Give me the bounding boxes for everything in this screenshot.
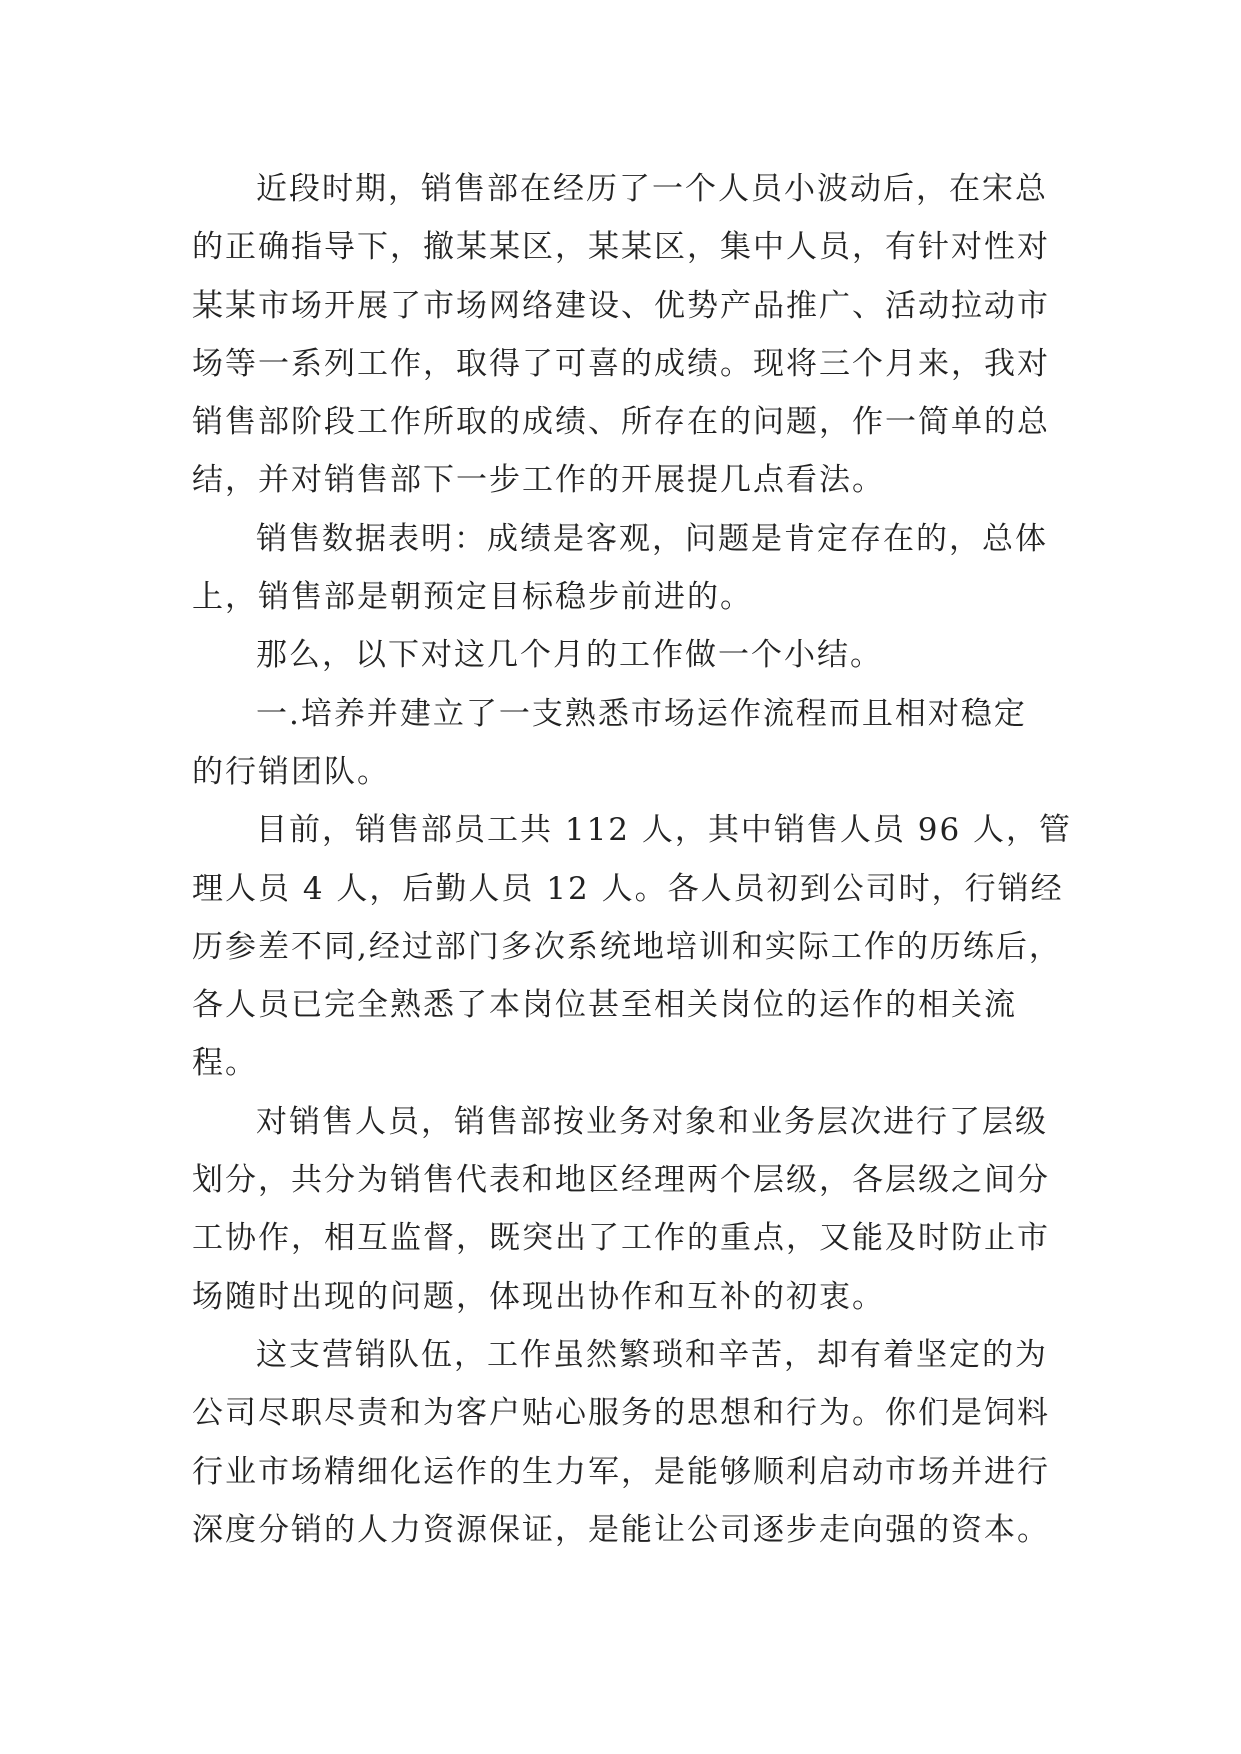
paragraph-first-line: 目前，销售部员工共 112 人，其中销售人员 96 人，管 xyxy=(256,812,1073,849)
paragraph-first-line: 一.培养并建立了一支熟悉市场运作流程而且相对稳定 xyxy=(256,695,1027,732)
paragraph-line: 场随时出现的问题，体现出协作和互补的初衷。 xyxy=(192,1278,885,1315)
paragraph-line: 划分，共分为销售代表和地区经理两个层级，各层级之间分 xyxy=(192,1162,1050,1199)
paragraph-line: 上，销售部是朝预定目标稳步前进的。 xyxy=(192,579,753,616)
paragraph-line: 销售部阶段工作所取的成绩、所存在的问题，作一简单的总 xyxy=(192,404,1050,441)
paragraph-first-line: 近段时期，销售部在经历了一个人员小波动后，在宋总 xyxy=(256,171,1048,207)
paragraph-line: 场等一系列工作，取得了可喜的成绩。现将三个月来，我对 xyxy=(192,345,1050,382)
paragraph-line: 各人员已完全熟悉了本岗位甚至相关岗位的运作的相关流 xyxy=(192,987,1017,1024)
paragraph-line: 公司尽职尽责和为客户贴心服务的思想和行为。你们是饲料 xyxy=(192,1395,1050,1432)
paragraph-line: 的正确指导下，撤某某区，某某区，集中人员，有针对性对 xyxy=(192,229,1050,266)
paragraph-line: 历参差不同,经过部门多次系统地培训和实际工作的历练后， xyxy=(192,928,1062,965)
paragraph-first-line: 那么，以下对这几个月的工作做一个小结。 xyxy=(256,637,883,674)
paragraph-line: 深度分销的人力资源保证，是能让公司逐步走向强的资本。 xyxy=(192,1511,1050,1548)
paragraph-first-line: 销售数据表明：成绩是客观，问题是肯定存在的，总体 xyxy=(256,520,1048,557)
paragraph-line: 某某市场开展了市场网络建设、优势产品推广、活动拉动市 xyxy=(192,287,1050,324)
paragraph-first-line: 这支营销队伍，工作虽然繁琐和辛苦，却有着坚定的为 xyxy=(256,1336,1048,1373)
paragraph-line: 结，并对销售部下一步工作的开展提几点看法。 xyxy=(192,462,885,499)
paragraph-line: 程。 xyxy=(192,1045,258,1082)
paragraph-line: 理人员 4 人，后勤人员 12 人。各人员初到公司时，行销经 xyxy=(192,870,1064,907)
paragraph-first-line: 对销售人员，销售部按业务对象和业务层次进行了层级 xyxy=(256,1103,1048,1140)
document-body xyxy=(192,160,1072,1559)
paragraph-line: 的行销团队。 xyxy=(192,753,390,790)
paragraph-line: 工协作，相互监督，既突出了工作的重点，又能及时防止市 xyxy=(192,1220,1050,1257)
paragraph-line: 行业市场精细化运作的生力军，是能够顺利启动市场并进行 xyxy=(192,1453,1050,1490)
